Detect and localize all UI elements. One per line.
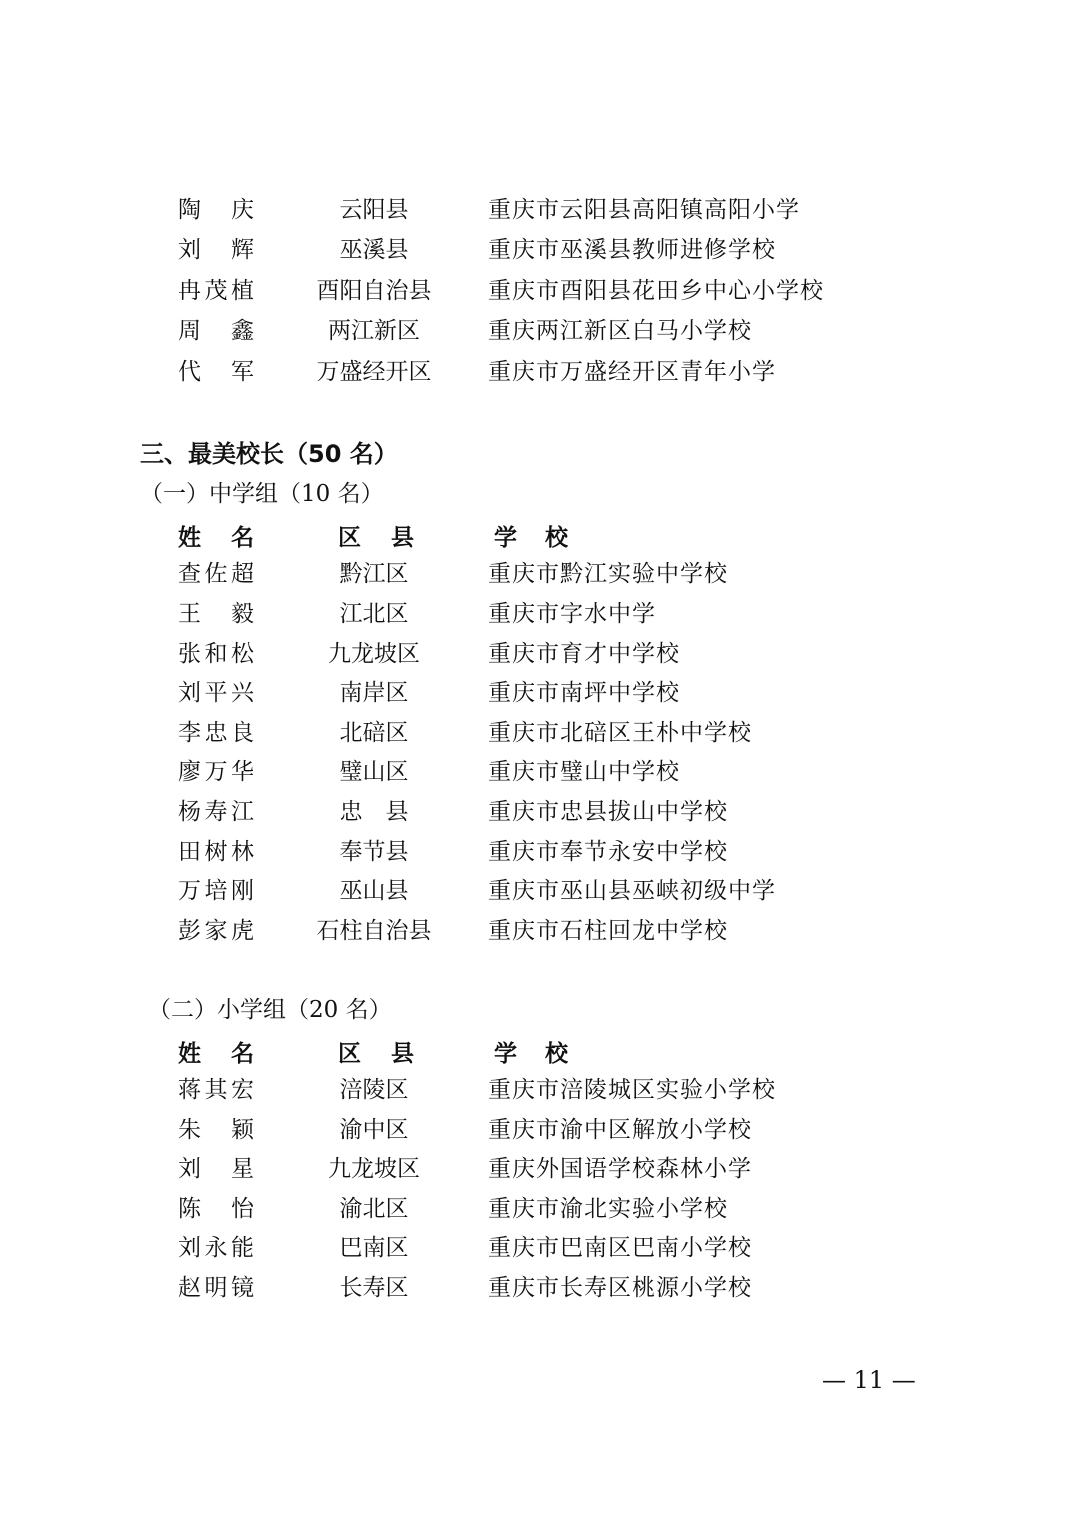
school-name: 重庆市渝北实验小学校 [488, 1196, 728, 1222]
awardee-name: 彭家虎 [178, 918, 254, 944]
section-title: 三、最美校长（50 名） [140, 440, 398, 468]
awardee-name: 陈 怡 [178, 1196, 254, 1222]
school-name: 重庆市巴南区巴南小学校 [488, 1235, 752, 1261]
column-header-district: 区县 [338, 1040, 414, 1067]
school-name: 重庆市北碚区王朴中学校 [488, 720, 752, 746]
awardee-name: 王 毅 [178, 601, 254, 627]
table-row [0, 911, 1074, 951]
district-name: 九龙坡区 [328, 641, 420, 667]
awardee-name: 刘 辉 [178, 237, 254, 263]
school-name: 重庆两江新区白马小学校 [488, 318, 752, 344]
awardee-name: 赵明镜 [178, 1275, 254, 1301]
column-header-district: 区县 [338, 524, 414, 551]
district-name: 酉阳自治县 [316, 278, 432, 304]
district-name: 云阳县 [339, 197, 409, 223]
school-name: 重庆外国语学校森林小学 [488, 1156, 752, 1182]
district-name: 璧山区 [339, 759, 409, 785]
district-name: 两江新区 [328, 318, 420, 344]
awardee-name: 万培刚 [178, 878, 254, 904]
table-row [0, 1268, 1074, 1308]
district-name: 江北区 [339, 601, 409, 627]
awardee-name: 杨寿江 [178, 799, 254, 825]
table-row [0, 230, 1074, 270]
awardee-name: 田树林 [178, 839, 254, 865]
school-name: 重庆市酉阳县花田乡中心小学校 [488, 278, 824, 304]
column-header-name: 姓名 [178, 524, 254, 551]
awardee-name: 张和松 [178, 641, 254, 667]
table-row [0, 832, 1074, 872]
table-row [0, 1189, 1074, 1229]
awardee-name: 代 军 [178, 359, 254, 385]
table-row [0, 311, 1074, 351]
awardee-name: 刘 星 [178, 1156, 254, 1182]
table-row [0, 871, 1074, 911]
group-title: （一）中学组（10 名） [140, 481, 384, 507]
school-name: 重庆市巫溪县教师进修学校 [488, 237, 776, 263]
table-row [0, 190, 1074, 230]
district-name: 北碚区 [339, 720, 409, 746]
page-number: — 11 — [822, 1366, 916, 1394]
school-name: 重庆市奉节永安中学校 [488, 839, 728, 865]
table-row [0, 713, 1074, 753]
table-row [0, 752, 1074, 792]
awardee-name: 廖万华 [178, 759, 254, 785]
awardee-name: 李忠良 [178, 720, 254, 746]
awardee-name: 周 鑫 [178, 318, 254, 344]
district-name: 奉节县 [339, 839, 409, 865]
table-row [0, 1149, 1074, 1189]
table-header-row [0, 518, 1074, 558]
district-name: 忠 县 [339, 799, 409, 825]
school-name: 重庆市渝中区解放小学校 [488, 1117, 752, 1143]
district-name: 巫山县 [339, 878, 409, 904]
school-name: 重庆市石柱回龙中学校 [488, 918, 728, 944]
column-header-school: 学校 [494, 1040, 568, 1067]
school-name: 重庆市璧山中学校 [488, 759, 680, 785]
table-row [0, 554, 1074, 594]
school-name: 重庆市南坪中学校 [488, 680, 680, 706]
table-row [0, 271, 1074, 311]
school-name: 重庆市涪陵城区实验小学校 [488, 1077, 776, 1103]
district-name: 九龙坡区 [328, 1156, 420, 1182]
awardee-name: 刘永能 [178, 1235, 254, 1261]
school-name: 重庆市忠县拔山中学校 [488, 799, 728, 825]
district-name: 长寿区 [339, 1275, 409, 1301]
table-row [0, 1228, 1074, 1268]
group-title: （二）小学组（20 名） [148, 997, 392, 1023]
school-name: 重庆市云阳县高阳镇高阳小学 [488, 197, 800, 223]
district-name: 南岸区 [339, 680, 409, 706]
school-name: 重庆市字水中学 [488, 601, 656, 627]
district-name: 黔江区 [339, 561, 409, 587]
school-name: 重庆市万盛经开区青年小学 [488, 359, 776, 385]
awardee-name: 陶 庆 [178, 197, 254, 223]
school-name: 重庆市长寿区桃源小学校 [488, 1275, 752, 1301]
table-row [0, 673, 1074, 713]
awardee-name: 查佐超 [178, 561, 254, 587]
district-name: 涪陵区 [339, 1077, 409, 1103]
table-header-row [0, 1034, 1074, 1074]
district-name: 巫溪县 [339, 237, 409, 263]
column-header-school: 学校 [494, 524, 568, 551]
awardee-name: 蒋其宏 [178, 1077, 254, 1103]
table-row [0, 792, 1074, 832]
awardee-name: 刘平兴 [178, 680, 254, 706]
table-row [0, 594, 1074, 634]
awardee-name: 冉茂植 [178, 278, 254, 304]
school-name: 重庆市巫山县巫峡初级中学 [488, 878, 776, 904]
district-name: 万盛经开区 [316, 359, 432, 385]
table-row [0, 352, 1074, 392]
district-name: 石柱自治县 [316, 918, 432, 944]
awardee-name: 朱 颖 [178, 1117, 254, 1143]
table-row [0, 1110, 1074, 1150]
table-row [0, 1070, 1074, 1110]
school-name: 重庆市黔江实验中学校 [488, 561, 728, 587]
district-name: 渝中区 [339, 1117, 409, 1143]
district-name: 巴南区 [339, 1235, 409, 1261]
district-name: 渝北区 [339, 1196, 409, 1222]
table-row [0, 634, 1074, 674]
school-name: 重庆市育才中学校 [488, 641, 680, 667]
column-header-name: 姓名 [178, 1040, 254, 1067]
